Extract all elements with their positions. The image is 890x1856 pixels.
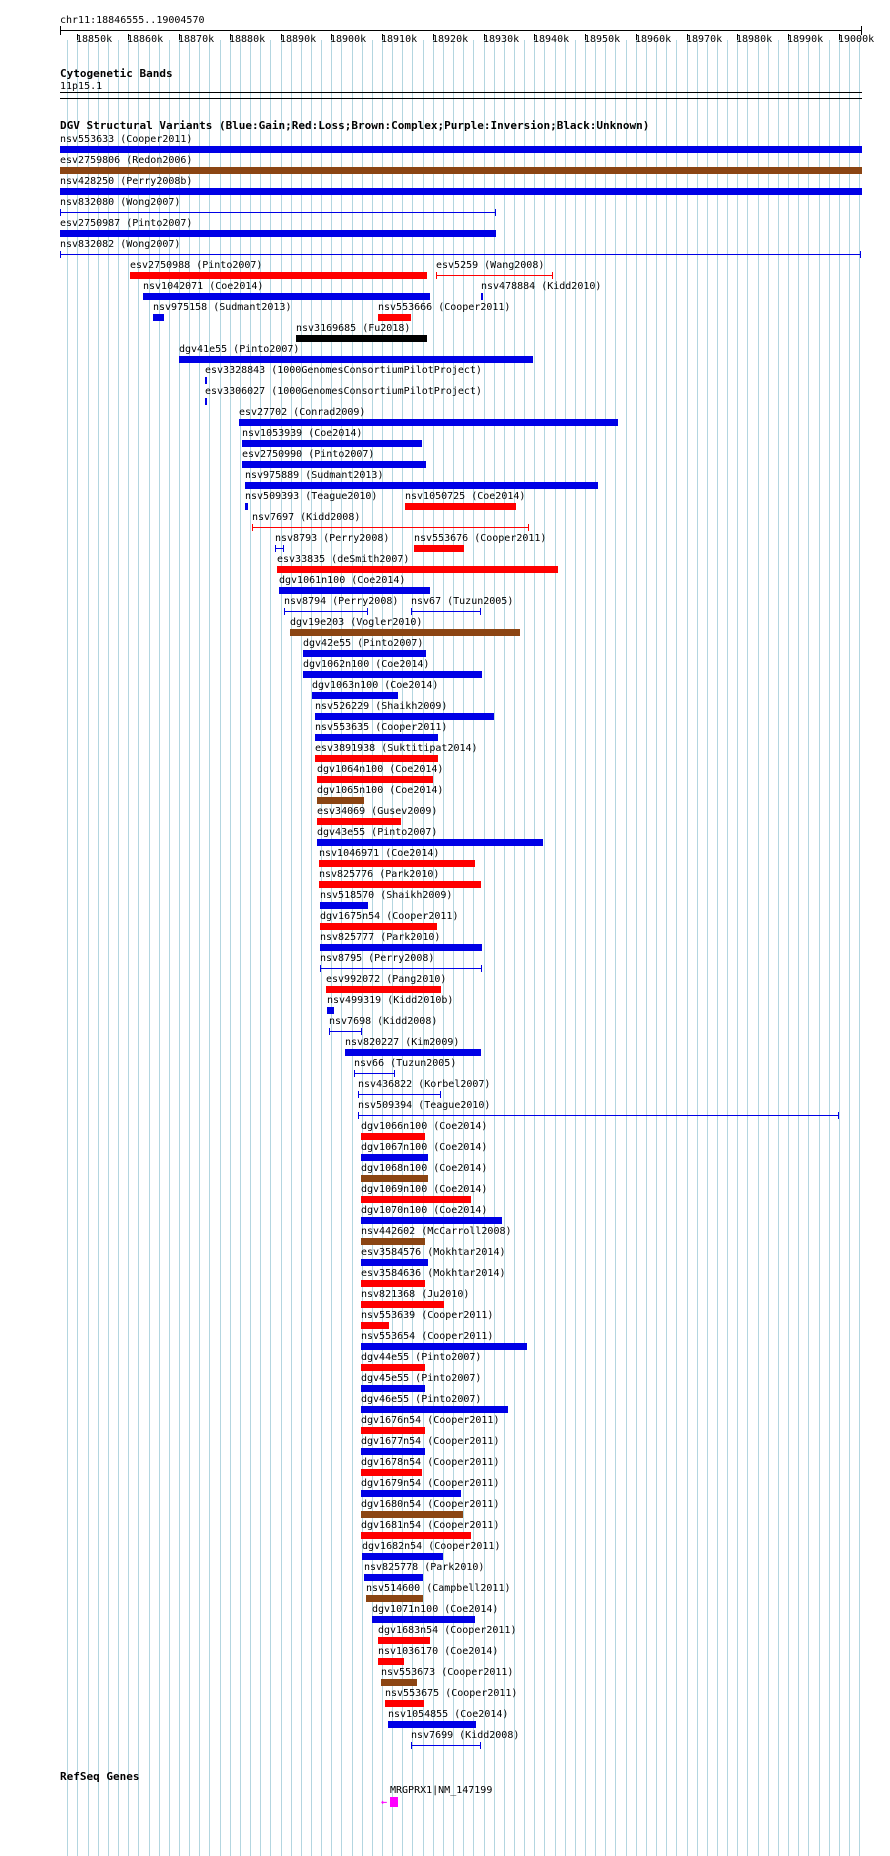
grid-line — [544, 40, 545, 1856]
variant-label[interactable]: nsv7698 (Kidd2008) — [329, 1016, 438, 1027]
variant-bar[interactable] — [143, 293, 430, 300]
variant-line[interactable] — [354, 1073, 395, 1074]
grid-line — [768, 40, 769, 1856]
cytoband-separator-top — [60, 92, 862, 93]
variant-label[interactable]: dgv41e55 (Pinto2007) — [179, 344, 300, 355]
grid-line — [77, 40, 78, 1856]
variant-label[interactable]: nsv821368 (Ju2010) — [361, 1289, 470, 1300]
variant-label[interactable]: dgv1678n54 (Cooper2011) — [361, 1457, 500, 1468]
variant-label[interactable]: nsv442602 (McCarroll2008) — [361, 1226, 512, 1237]
variant-label[interactable]: dgv19e203 (Vogler2010) — [290, 617, 423, 628]
variant-label[interactable]: dgv1065n100 (Coe2014) — [317, 785, 444, 796]
variant-bar[interactable] — [242, 440, 422, 447]
variant-bar[interactable] — [60, 230, 496, 237]
grid-line — [524, 40, 525, 1856]
variant-bar[interactable] — [242, 461, 426, 468]
variant-label[interactable]: nsv436822 (Korbel2007) — [358, 1079, 491, 1090]
variant-label[interactable]: dgv1681n54 (Cooper2011) — [361, 1520, 500, 1531]
variant-label[interactable]: esv2750990 (Pinto2007) — [242, 449, 375, 460]
dgv-track-title[interactable]: DGV Structural Variants (Blue:Gain;Red:Loss;Brown:Complex;Purple:Inversion;Black:Unknown) — [60, 119, 650, 132]
variant-bar[interactable] — [320, 923, 437, 930]
variant-bar[interactable] — [317, 818, 401, 825]
variant-line-cap — [329, 1028, 330, 1035]
variant-line-cap — [411, 1742, 412, 1749]
variant-bar[interactable] — [315, 734, 438, 741]
variant-bar[interactable] — [315, 713, 494, 720]
grid-line — [737, 40, 738, 1856]
variant-line-cap — [481, 965, 482, 972]
ruler-tick-label: 18980k — [736, 34, 773, 45]
ruler-tick-label: 18930k — [483, 34, 520, 45]
variant-bar[interactable] — [361, 1364, 425, 1371]
variant-label[interactable]: nsv3169685 (Fu2018) — [296, 323, 411, 334]
variant-label[interactable]: nsv518570 (Shaikh2009) — [320, 890, 453, 901]
variant-line-cap — [495, 209, 496, 216]
variant-label[interactable]: nsv832080 (Wong2007) — [60, 197, 181, 208]
refseq-track-title[interactable]: RefSeq Genes — [60, 1770, 140, 1783]
grid-line — [88, 40, 89, 1856]
variant-bar[interactable] — [388, 1721, 476, 1728]
ruler-tick-label: 18970k — [686, 34, 723, 45]
variant-bar[interactable] — [361, 1238, 425, 1245]
variant-label[interactable]: dgv1067n100 (Coe2014) — [361, 1142, 488, 1153]
grid-line — [98, 40, 99, 1856]
variant-label[interactable]: nsv1046971 (Coe2014) — [319, 848, 440, 859]
variant-label[interactable]: nsv1036170 (Coe2014) — [378, 1646, 499, 1657]
ruler-tick-label: 18900k — [330, 34, 367, 45]
variant-bar[interactable] — [364, 1574, 423, 1581]
grid-line — [839, 40, 840, 1856]
grid-line — [67, 40, 68, 1856]
variant-bar[interactable] — [303, 650, 426, 657]
variant-line-cap — [283, 545, 284, 552]
variant-label[interactable]: nsv499319 (Kidd2010b) — [327, 995, 454, 1006]
grid-line — [108, 40, 109, 1856]
variant-line-cap — [367, 608, 368, 615]
variant-bar[interactable] — [60, 167, 862, 174]
variant-label[interactable]: nsv553676 (Cooper2011) — [414, 533, 547, 544]
variant-line-cap — [480, 1742, 481, 1749]
grid-line — [626, 40, 627, 1856]
variant-line-cap — [838, 1112, 839, 1119]
variant-bar[interactable] — [372, 1616, 475, 1623]
variant-line-cap — [440, 1091, 441, 1098]
grid-line — [534, 40, 535, 1856]
variant-label[interactable]: dgv1070n100 (Coe2014) — [361, 1205, 488, 1216]
grid-line — [788, 40, 789, 1856]
variant-label[interactable]: nsv553675 (Cooper2011) — [385, 1688, 518, 1699]
grid-line — [615, 40, 616, 1856]
variant-line-cap — [60, 251, 61, 258]
variant-line-cap — [275, 545, 276, 552]
grid-line — [585, 40, 586, 1856]
variant-bar[interactable] — [290, 629, 520, 636]
variant-line-cap — [354, 1070, 355, 1077]
variant-label[interactable]: dgv42e55 (Pinto2007) — [303, 638, 424, 649]
variant-bar[interactable] — [361, 1301, 444, 1308]
variant-bar[interactable] — [361, 1196, 471, 1203]
variant-label[interactable]: dgv45e55 (Pinto2007) — [361, 1373, 482, 1384]
cytoband-separator-bottom — [60, 98, 862, 99]
grid-line — [727, 40, 728, 1856]
variant-bar[interactable] — [362, 1553, 443, 1560]
grid-line — [514, 40, 515, 1856]
variant-label[interactable]: dgv43e55 (Pinto2007) — [317, 827, 438, 838]
variant-label[interactable]: dgv1064n100 (Coe2014) — [317, 764, 444, 775]
variant-bar[interactable] — [245, 482, 598, 489]
variant-line[interactable] — [284, 611, 368, 612]
variant-label[interactable]: nsv428250 (Perry2008b) — [60, 176, 193, 187]
variant-line-cap — [394, 1070, 395, 1077]
locus-label: chr11:18846555..19004570 — [60, 15, 205, 26]
variant-label[interactable]: nsv553666 (Cooper2011) — [378, 302, 511, 313]
variant-line-cap — [411, 608, 412, 615]
variant-label[interactable]: esv27702 (Conrad2009) — [239, 407, 366, 418]
variant-bar[interactable] — [319, 881, 481, 888]
variant-label[interactable]: dgv1682n54 (Cooper2011) — [362, 1541, 501, 1552]
variant-bar[interactable] — [361, 1154, 428, 1161]
variant-label[interactable]: nsv7697 (Kidd2008) — [252, 512, 361, 523]
variant-label[interactable]: nsv1054855 (Coe2014) — [388, 1709, 509, 1720]
variant-line[interactable] — [60, 254, 861, 255]
grid-line — [575, 40, 576, 1856]
variant-bar[interactable] — [378, 1658, 404, 1665]
variant-bar[interactable] — [361, 1406, 508, 1413]
variant-label[interactable]: dgv1069n100 (Coe2014) — [361, 1184, 488, 1195]
variant-bar[interactable] — [239, 419, 618, 426]
variant-bar[interactable] — [205, 398, 207, 405]
variant-line-cap — [320, 965, 321, 972]
variant-line[interactable] — [411, 611, 481, 612]
variant-label[interactable]: dgv1679n54 (Cooper2011) — [361, 1478, 500, 1489]
grid-line — [707, 40, 708, 1856]
variant-bar[interactable] — [385, 1700, 424, 1707]
variant-line[interactable] — [60, 212, 496, 213]
ruler-axis — [60, 30, 862, 31]
ruler-tick-label: 19000k — [838, 34, 875, 45]
variant-label[interactable]: esv3891938 (Suktitipat2014) — [315, 743, 478, 754]
variant-label[interactable]: nsv478884 (Kidd2010) — [481, 281, 602, 292]
ruler-tick-label: 18920k — [432, 34, 469, 45]
grid-line — [149, 40, 150, 1856]
grid-line — [778, 40, 779, 1856]
variant-label[interactable]: esv2750988 (Pinto2007) — [130, 260, 263, 271]
variant-label[interactable]: nsv8793 (Perry2008) — [275, 533, 390, 544]
variant-label[interactable]: dgv44e55 (Pinto2007) — [361, 1352, 482, 1363]
variant-label[interactable]: nsv509393 (Teague2010) — [245, 491, 378, 502]
variant-line[interactable] — [436, 275, 553, 276]
ruler-tick-label: 18940k — [533, 34, 570, 45]
grid-line — [636, 40, 637, 1856]
grid-line — [829, 40, 830, 1856]
variant-label[interactable]: dgv1675n54 (Cooper2011) — [320, 911, 459, 922]
variant-bar[interactable] — [277, 566, 558, 573]
variant-label[interactable]: nsv553654 (Cooper2011) — [361, 1331, 494, 1342]
variant-label[interactable]: nsv514600 (Campbell2011) — [366, 1583, 511, 1594]
grid-line — [697, 40, 698, 1856]
variant-bar[interactable] — [327, 1007, 334, 1014]
variant-bar[interactable] — [320, 944, 482, 951]
ruler-tick-label: 18990k — [787, 34, 824, 45]
variant-label[interactable]: nsv825778 (Park2010) — [364, 1562, 485, 1573]
variant-label[interactable]: nsv553635 (Cooper2011) — [315, 722, 448, 733]
variant-label[interactable]: esv3328843 (1000GenomesConsortiumPilotProject) — [205, 365, 482, 376]
variant-label[interactable]: nsv825776 (Park2010) — [319, 869, 440, 880]
variant-bar[interactable] — [317, 797, 364, 804]
variant-line-cap — [358, 1112, 359, 1119]
ruler-tick-label: 18890k — [280, 34, 317, 45]
variant-label[interactable]: dgv1676n54 (Cooper2011) — [361, 1415, 500, 1426]
variant-line-cap — [436, 272, 437, 279]
variant-bar[interactable] — [179, 356, 533, 363]
grid-line — [819, 40, 820, 1856]
variant-bar[interactable] — [60, 146, 862, 153]
grid-line — [717, 40, 718, 1856]
variant-bar[interactable] — [361, 1175, 428, 1182]
variant-label[interactable]: dgv1071n100 (Coe2014) — [372, 1604, 499, 1615]
variant-label[interactable]: nsv1050725 (Coe2014) — [405, 491, 526, 502]
variant-line-cap — [482, 293, 483, 300]
variant-label[interactable]: nsv1042071 (Coe2014) — [143, 281, 264, 292]
variant-bar[interactable] — [315, 755, 438, 762]
grid-line — [138, 40, 139, 1856]
variant-label[interactable]: nsv825777 (Park2010) — [320, 932, 441, 943]
variant-line-cap — [860, 251, 861, 258]
grid-line — [758, 40, 759, 1856]
grid-line — [798, 40, 799, 1856]
grid-line — [666, 40, 667, 1856]
variant-bar[interactable] — [320, 902, 368, 909]
grid-line — [676, 40, 677, 1856]
variant-bar[interactable] — [130, 272, 427, 279]
variant-label[interactable]: dgv1068n100 (Coe2014) — [361, 1163, 488, 1174]
variant-bar[interactable] — [361, 1259, 428, 1266]
variant-bar[interactable] — [405, 503, 516, 510]
variant-bar[interactable] — [361, 1133, 425, 1140]
variant-bar[interactable] — [378, 314, 411, 321]
grid-line — [808, 40, 809, 1856]
grid-line — [747, 40, 748, 1856]
variant-line-cap — [60, 209, 61, 216]
strand-arrow-icon: ← — [381, 1797, 388, 1808]
variant-bar[interactable] — [361, 1322, 389, 1329]
variant-label[interactable]: nsv553639 (Cooper2011) — [361, 1310, 494, 1321]
grid-line — [595, 40, 596, 1856]
variant-bar[interactable] — [361, 1217, 502, 1224]
variant-line-cap — [480, 608, 481, 615]
variant-line[interactable] — [252, 527, 529, 528]
variant-label[interactable]: nsv975889 (Sudmant2013) — [245, 470, 384, 481]
grid-line — [128, 40, 129, 1856]
grid-line — [311, 40, 312, 1856]
variant-bar[interactable] — [361, 1280, 425, 1287]
variant-line-cap — [552, 272, 553, 279]
variant-label[interactable]: nsv67 (Tuzun2005) — [411, 596, 514, 607]
ruler-tick-label: 18880k — [229, 34, 266, 45]
ruler-tick-label: 18860k — [127, 34, 164, 45]
variant-label[interactable]: dgv46e55 (Pinto2007) — [361, 1394, 482, 1405]
grid-line — [859, 40, 860, 1856]
variant-bar[interactable] — [279, 587, 430, 594]
ruler-tick-label: 18960k — [635, 34, 672, 45]
variant-line-cap — [358, 1091, 359, 1098]
grid-line — [849, 40, 850, 1856]
grid-line — [646, 40, 647, 1856]
variant-bar[interactable] — [153, 314, 164, 321]
variant-bar[interactable] — [361, 1427, 425, 1434]
variant-bar[interactable] — [361, 1511, 463, 1518]
variant-label[interactable]: dgv1062n100 (Coe2014) — [303, 659, 430, 670]
variant-bar[interactable] — [381, 1679, 417, 1686]
variant-bar[interactable] — [366, 1595, 423, 1602]
variant-bar[interactable] — [361, 1343, 527, 1350]
variant-label[interactable]: dgv1066n100 (Coe2014) — [361, 1121, 488, 1132]
variant-bar[interactable] — [361, 1469, 422, 1476]
variant-line[interactable] — [411, 1745, 481, 1746]
variant-label[interactable]: esv3584576 (Mokhtar2014) — [361, 1247, 506, 1258]
variant-bar[interactable] — [317, 839, 543, 846]
variant-bar[interactable] — [361, 1490, 461, 1497]
variant-line-cap — [528, 524, 529, 531]
variant-bar[interactable] — [296, 335, 427, 342]
variant-line[interactable] — [320, 968, 482, 969]
variant-line-cap — [252, 524, 253, 531]
grid-line — [118, 40, 119, 1856]
variant-label[interactable]: nsv820227 (Kim2009) — [345, 1037, 460, 1048]
grid-line — [605, 40, 606, 1856]
variant-label[interactable]: nsv1053939 (Coe2014) — [242, 428, 363, 439]
variant-label[interactable]: nsv7699 (Kidd2008) — [411, 1730, 520, 1741]
variant-label[interactable]: nsv832082 (Wong2007) — [60, 239, 181, 250]
variant-label[interactable]: nsv975158 (Sudmant2013) — [153, 302, 292, 313]
variant-label[interactable]: dgv1061n100 (Coe2014) — [279, 575, 406, 586]
variant-label[interactable]: dgv1677n54 (Cooper2011) — [361, 1436, 500, 1447]
grid-line — [301, 40, 302, 1856]
variant-bar[interactable] — [317, 776, 433, 783]
variant-label[interactable]: esv5259 (Wang2008) — [436, 260, 545, 271]
variant-label[interactable]: nsv553633 (Cooper2011) — [60, 134, 193, 145]
grid-line — [687, 40, 688, 1856]
variant-label[interactable]: nsv66 (Tuzun2005) — [354, 1058, 457, 1069]
gene-label[interactable]: MRGPRX1|NM_147199 — [390, 1785, 493, 1796]
variant-bar[interactable] — [245, 503, 248, 510]
variant-bar[interactable] — [303, 671, 482, 678]
variant-label[interactable]: esv3584636 (Mokhtar2014) — [361, 1268, 506, 1279]
variant-line[interactable] — [358, 1115, 839, 1116]
variant-bar[interactable] — [361, 1385, 425, 1392]
grid-line — [555, 40, 556, 1856]
variant-label[interactable]: esv2759806 (Redon2006) — [60, 155, 193, 166]
variant-bar[interactable] — [361, 1448, 425, 1455]
cytoband-track-title[interactable]: Cytogenetic Bands — [60, 67, 173, 80]
variant-bar[interactable] — [361, 1532, 471, 1539]
variant-line-cap — [284, 608, 285, 615]
variant-bar[interactable] — [345, 1049, 481, 1056]
gene-exon[interactable] — [390, 1797, 398, 1807]
variant-line[interactable] — [329, 1031, 362, 1032]
variant-bar[interactable] — [378, 1637, 430, 1644]
variant-label[interactable]: esv2750987 (Pinto2007) — [60, 218, 193, 229]
variant-label[interactable]: nsv509394 (Teague2010) — [358, 1100, 491, 1111]
variant-label[interactable]: nsv526229 (Shaikh2009) — [315, 701, 448, 712]
variant-bar[interactable] — [205, 377, 207, 384]
variant-label[interactable]: esv992072 (Pang2010) — [326, 974, 447, 985]
variant-label[interactable]: nsv8795 (Perry2008) — [320, 953, 435, 964]
variant-label[interactable]: nsv553673 (Cooper2011) — [381, 1667, 514, 1678]
variant-line[interactable] — [358, 1094, 441, 1095]
variant-bar[interactable] — [312, 692, 398, 699]
variant-label[interactable]: dgv1680n54 (Cooper2011) — [361, 1499, 500, 1510]
ruler-left-cap — [60, 26, 61, 35]
variant-bar[interactable] — [60, 188, 862, 195]
cytoband-label: 11p15.1 — [60, 81, 103, 92]
grid-line — [565, 40, 566, 1856]
variant-label[interactable]: dgv1063n100 (Coe2014) — [312, 680, 439, 691]
variant-bar[interactable] — [319, 860, 475, 867]
variant-bar[interactable] — [326, 986, 441, 993]
ruler-tick-label: 18870k — [178, 34, 215, 45]
variant-label[interactable]: esv34069 (Gusev2009) — [317, 806, 438, 817]
variant-label[interactable]: dgv1683n54 (Cooper2011) — [378, 1625, 517, 1636]
grid-line — [656, 40, 657, 1856]
ruler-tick-label: 18850k — [76, 34, 113, 45]
ruler-tick-label: 18950k — [584, 34, 621, 45]
variant-line-cap — [361, 1028, 362, 1035]
variant-bar[interactable] — [414, 545, 464, 552]
variant-label[interactable]: nsv8794 (Perry2008) — [284, 596, 399, 607]
ruler-tick-label: 18910k — [381, 34, 418, 45]
variant-label[interactable]: esv3306027 (1000GenomesConsortiumPilotProject) — [205, 386, 482, 397]
variant-label[interactable]: esv33835 (deSmith2007) — [277, 554, 410, 565]
